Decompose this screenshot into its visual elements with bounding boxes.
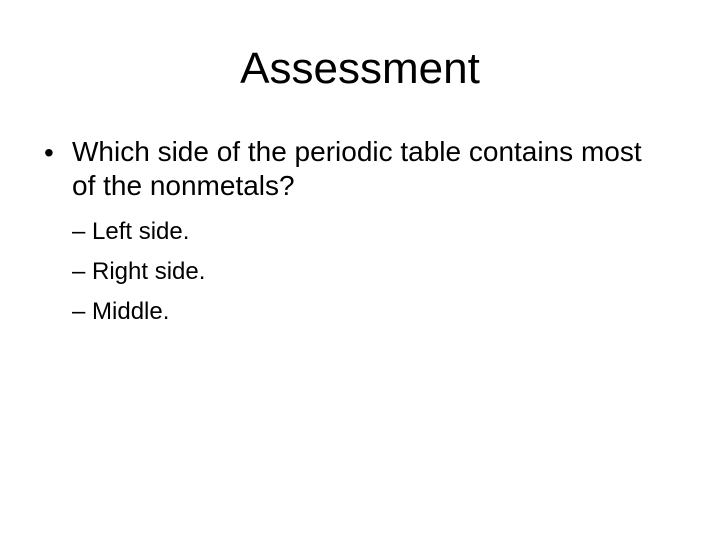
answer-option-left: – Left side.: [72, 218, 190, 245]
answer-option-middle: – Middle.: [72, 298, 170, 325]
bullet-marker: •: [44, 137, 54, 168]
answer-option-right: – Right side.: [72, 258, 206, 285]
slide-title: Assessment: [240, 44, 480, 93]
question-text: Which side of the periodic table contains most of the nonmetals?: [72, 136, 642, 201]
